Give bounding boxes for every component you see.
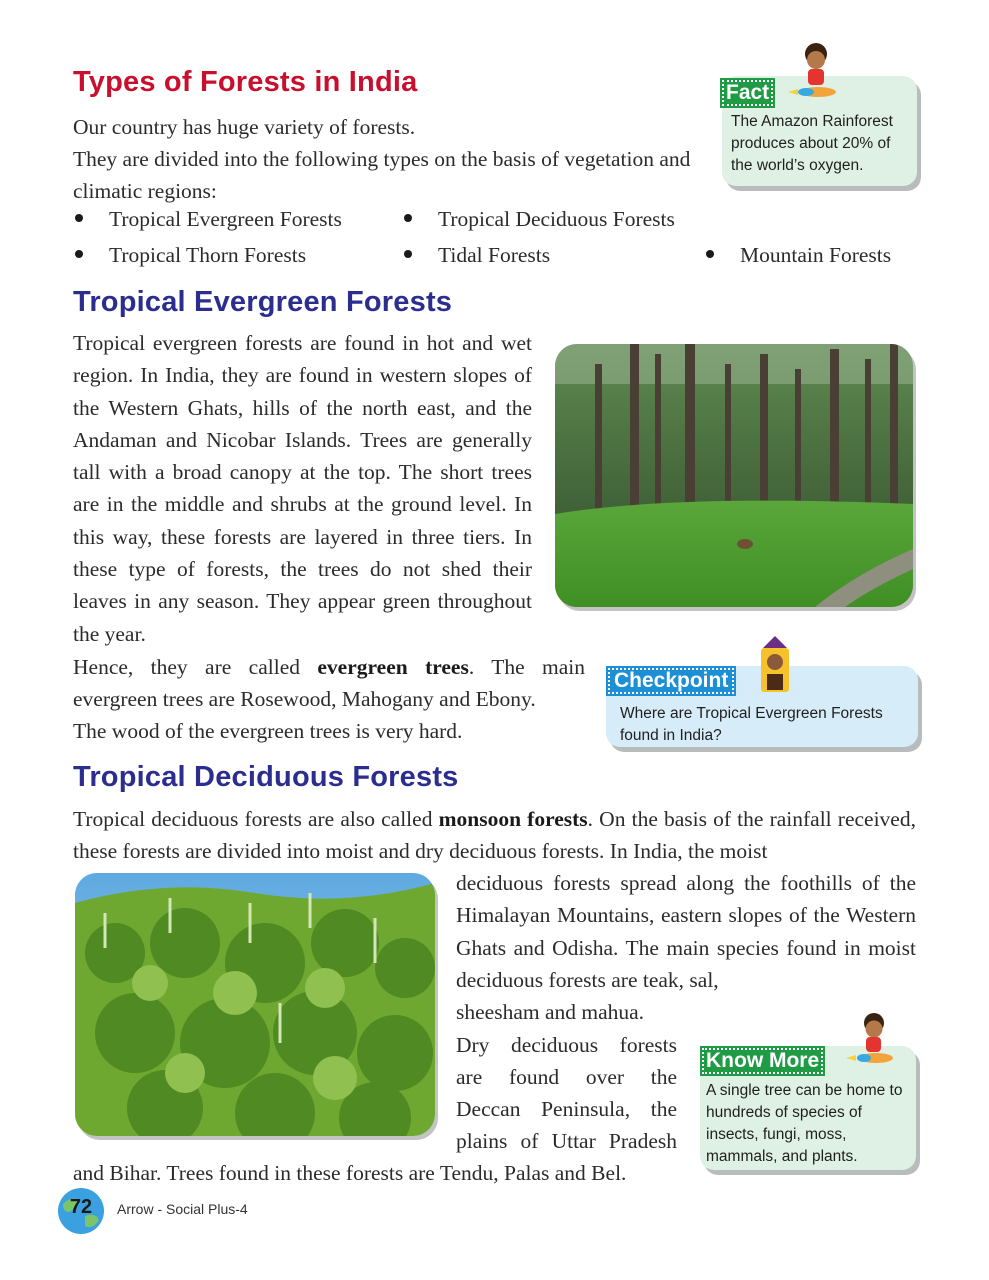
monsoon-forests-term: monsoon forests — [438, 807, 588, 831]
bullet-item: Tidal Forests — [404, 239, 550, 271]
know-more-label: Know More — [700, 1046, 825, 1076]
page-title: Types of Forests in India — [73, 66, 418, 98]
bullet-item: Tropical Deciduous Forests — [404, 203, 675, 235]
bullet-dot-icon — [706, 250, 714, 258]
fact-text: The Amazon Rainforest produces about 20% of the world’s oxygen. — [731, 113, 893, 174]
boy-mascot-icon — [838, 1010, 896, 1072]
deciduous-forest-photo — [75, 873, 435, 1136]
shrubland-image-icon — [75, 873, 435, 1136]
bullet-dot-icon — [75, 250, 83, 258]
intro-line-2: They are divided into the following types on the basis of vegetation and climatic regions: — [73, 147, 691, 204]
evergreen-trees-term: evergreen trees — [317, 655, 469, 679]
bullet-item: Mountain Forests — [706, 239, 891, 271]
intro-line-1: Our country has huge variety of forests. — [73, 115, 416, 139]
bullet-dot-icon — [75, 214, 83, 222]
evergreen-wood-line: The wood of the evergreen trees is very hard. — [73, 719, 463, 743]
deciduous-dry-line: plains of Uttar Pradesh — [456, 1129, 677, 1153]
know-more-text: A single tree can be home to hundreds of species of insects, fungi, moss, mammals, and plants. — [706, 1082, 903, 1165]
deciduous-moist-paragraph: deciduous forests spread along the foothills of the Himalayan Mountains, eastern slopes of the Western Ghats and Odisha. The main species found in moist deciduous forests are teak, sal, — [456, 871, 916, 992]
evergreen-paragraph-continued: Hence, they are called evergreen trees. The main evergreen trees are Rosewood, Mahogany and Ebony. — [73, 655, 585, 712]
deciduous-dry-line: Dry deciduous forests — [456, 1033, 677, 1057]
deciduous-sheesham-line: sheesham and mahua. — [456, 1000, 645, 1024]
deciduous-dry-line: Deccan Peninsula, the — [456, 1097, 677, 1121]
deciduous-dry-line: are found over the — [456, 1065, 677, 1089]
checkpoint-mascot-icon — [757, 634, 793, 696]
bullet-dot-icon — [404, 250, 412, 258]
deciduous-last-line: and Bihar. Trees found in these forests are Tendu, Palas and Bel. — [73, 1161, 627, 1185]
bullet-item: Tropical Evergreen Forests — [75, 203, 342, 235]
section-heading-evergreen: Tropical Evergreen Forests — [73, 286, 453, 318]
boy-mascot-icon — [778, 40, 840, 106]
page-number: 72 — [69, 1196, 93, 1218]
book-title: Arrow - Social Plus-4 — [117, 1201, 248, 1217]
bullet-item: Tropical Thorn Forests — [75, 239, 306, 271]
evergreen-paragraph: Tropical evergreen forests are found in hot and wet region. In India, they are found in western slopes of the Western Ghats, hills of the north east, and the Andaman and Nicobar Islands. Trees are generally tall with a broad canopy at the top. The short trees are in the middle and shrubs at the ground level. In this way, these forests are layered in three tiers. In these type of forests, the trees do not shed their leaves in any season. They appear green throughout the year. — [73, 331, 532, 646]
checkpoint-label: Checkpoint — [606, 666, 736, 696]
section-heading-deciduous: Tropical Deciduous Forests — [73, 761, 459, 793]
bullet-dot-icon — [404, 214, 412, 222]
fact-label: Fact — [720, 78, 775, 108]
evergreen-forest-photo — [555, 344, 913, 607]
checkpoint-question: Where are Tropical Evergreen Forests found in India? — [620, 705, 883, 744]
deciduous-intro: Tropical deciduous forests are also called monsoon forests. On the basis of the rainfall received, these forests are divided into moist and dry deciduous forests. In India, the moist — [73, 807, 916, 864]
forest-image-icon — [555, 344, 913, 607]
